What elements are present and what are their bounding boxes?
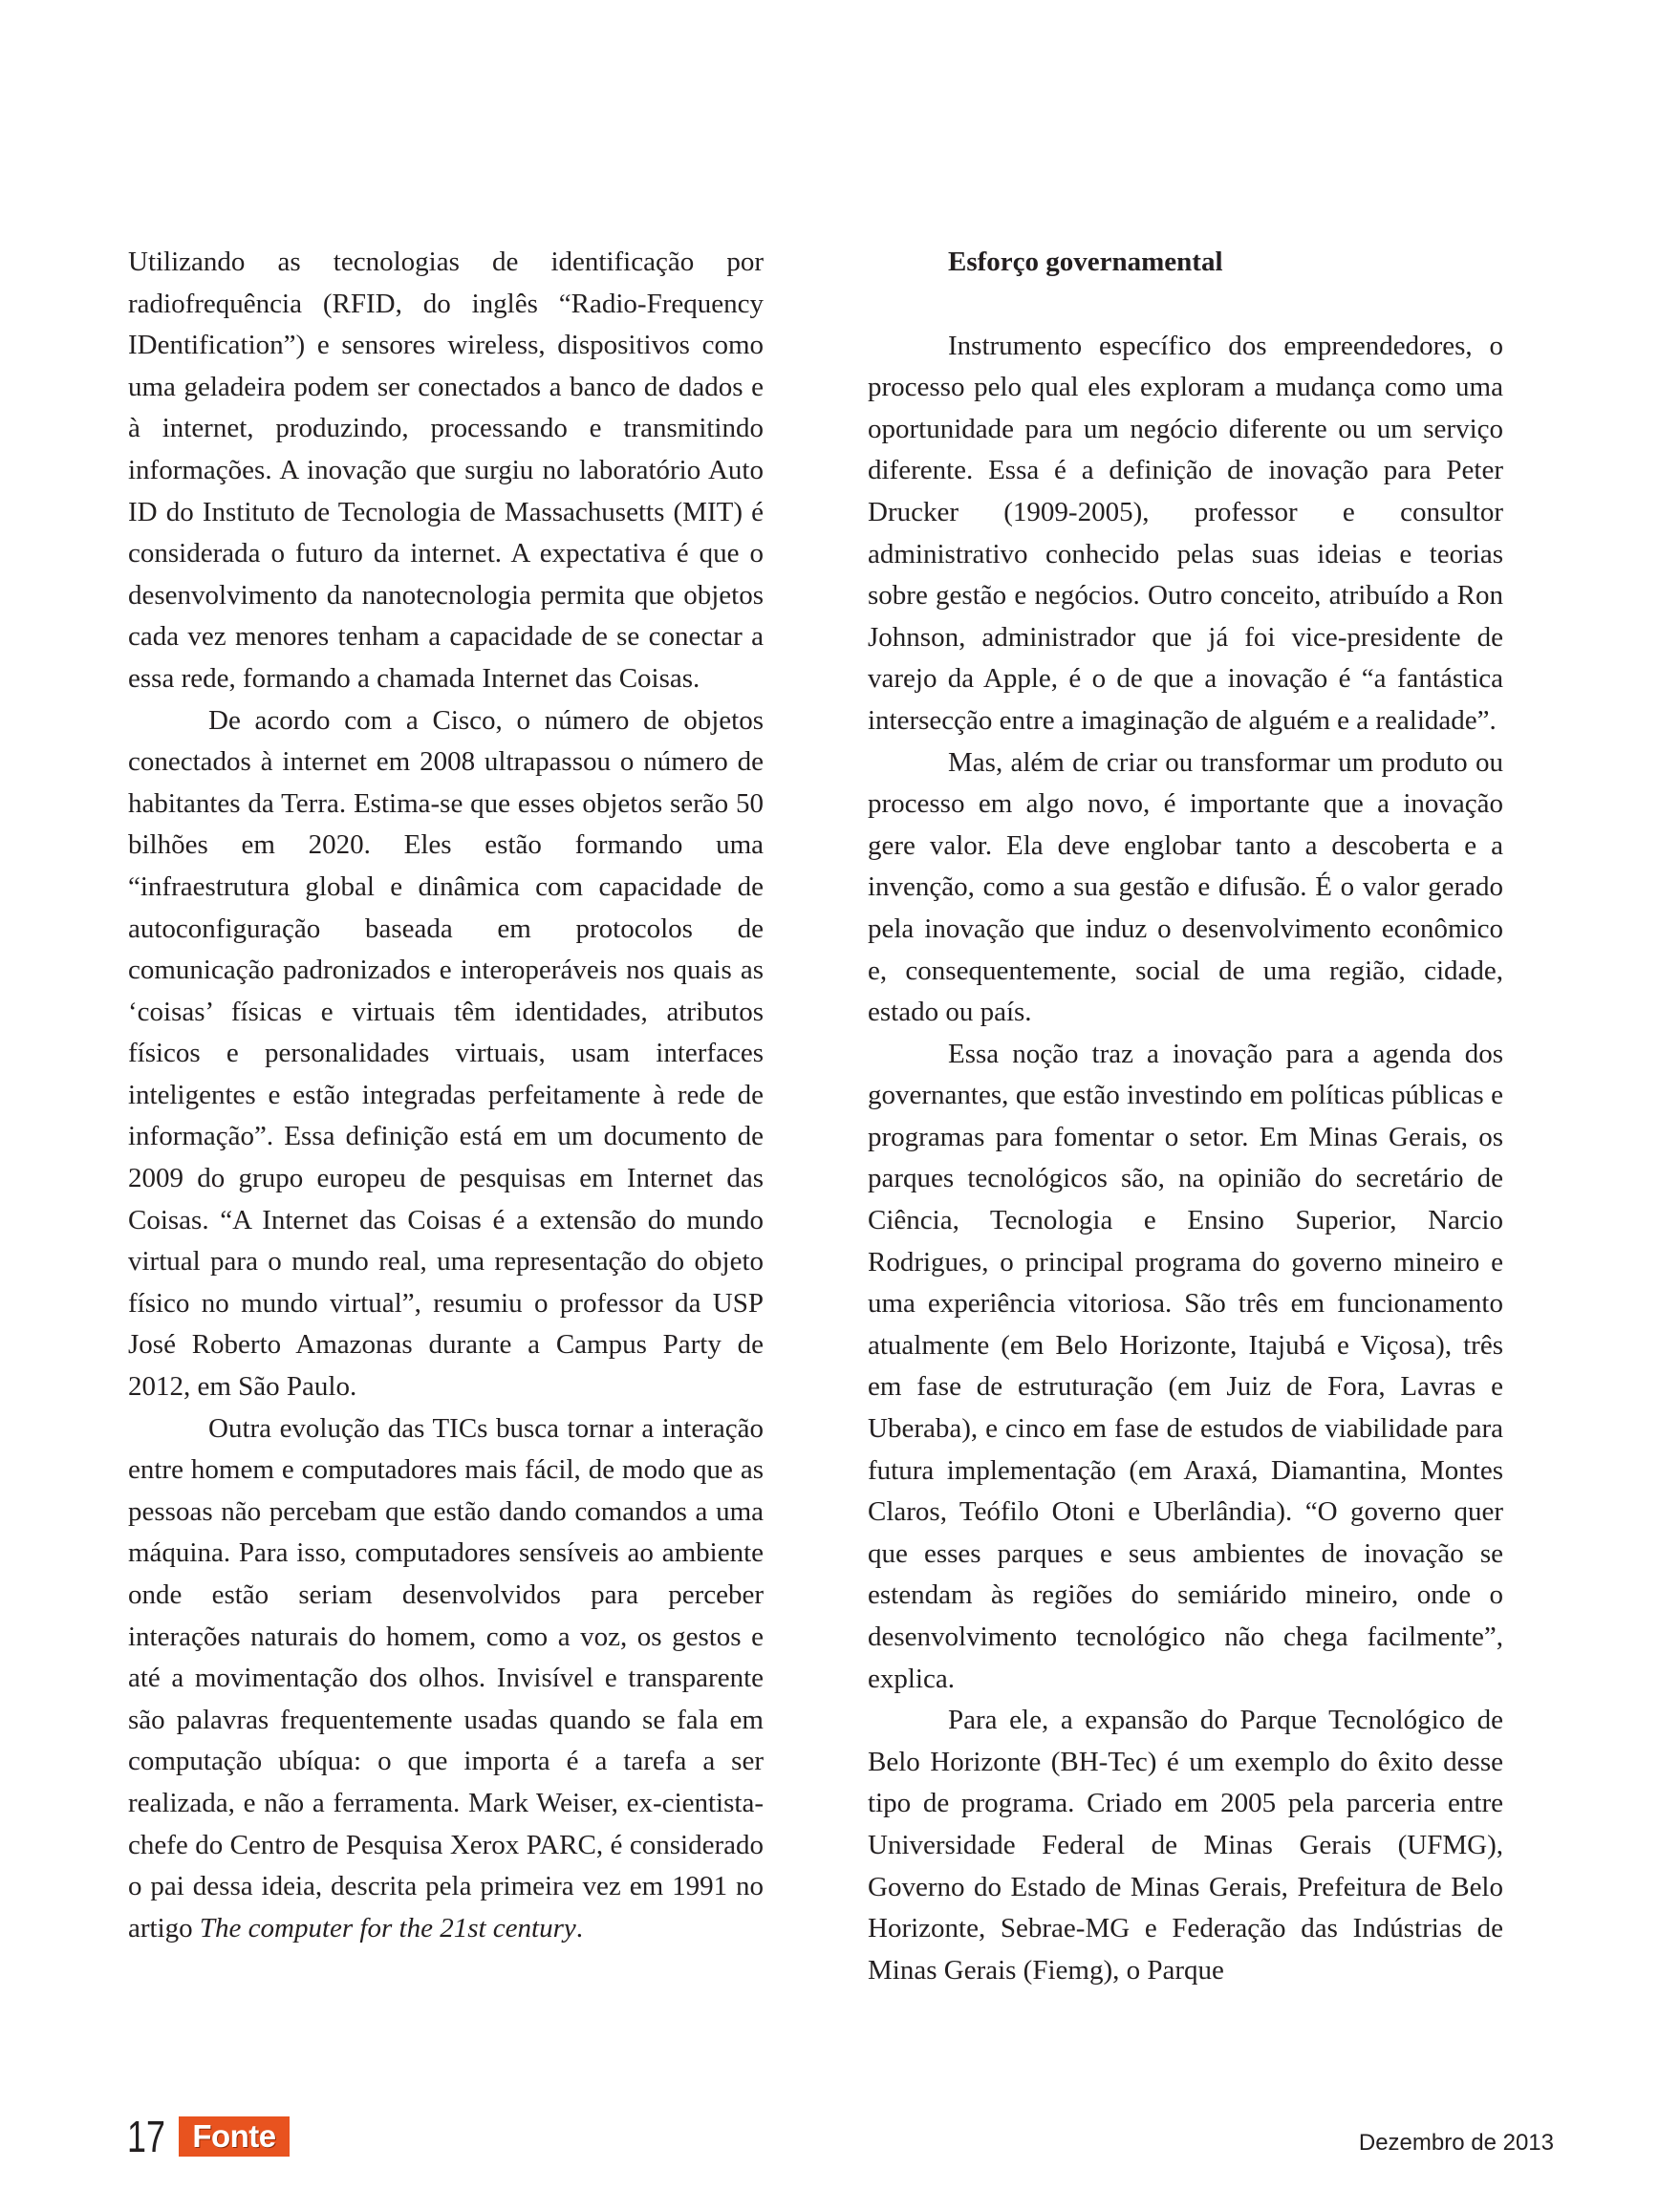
issue-date: Dezembro de 2013 (1358, 2130, 1554, 2156)
fonte-logo (179, 2116, 290, 2157)
paragraph-drucker: Instrumento específico dos empreendedores, o processo pelo qual eles exploram a mudança como uma oportunidade para um negócio diferente ou um serviço diferente. Essa é a definição de inovação para Peter Drucker (1909-2005), professor e consultor administrativo conhecido pelas suas ideias e teorias sobre gestão e negócios. Outro conceito, atribuído a Ron Johnson, administrador que já foi vice-presidente de varejo da Apple, é o de que a inovação é “a fantástica intersecção entre a imaginação de alguém e a realidade”. (868, 330, 1503, 736)
paragraph-bhtec: Para ele, a expansão do Parque Tecnológico de Belo Horizonte (BH-Tec) é um exemplo do êxito desse tipo de programa. Criado em 2005 pela parceria entre Universidade Federal de Minas Gerais (UFMG), Governo do Estado de Minas Gerais, Prefeitura de Belo Horizonte, Sebrae-MG e Federação das Indústrias de Minas Gerais (Fiemg), o Parque (868, 1705, 1503, 1986)
page-number: 17 (127, 2112, 165, 2161)
section-heading: Esforço governamental (948, 247, 1223, 277)
article-title: The computer for the 21st century (199, 1912, 576, 1944)
left-column (128, 242, 764, 1949)
fonte-logo-text: Fonte (192, 2118, 276, 2154)
right-column (868, 242, 1503, 1991)
paragraph-rfid: Utilizando as tecnologias de identificação por radiofrequência (RFID, do inglês “Radio-Frequency IDentification”) e sensores wireless, dispositivos como uma geladeira podem ser conectados a banco de dados e à internet, produzindo, processando e transmitindo informações. A inovação que surgiu no laboratório Auto ID do Instituto de Tecnologia de Massachusetts (MIT) é considerada o futuro da internet. A expectativa é que o desenvolvimento da nanotecnologia permita que objetos cada vez menores tenham a capacidade de se conectar a essa rede, formando a chamada Internet das Coisas. (128, 247, 764, 694)
paragraph-tics-end: . (575, 1912, 584, 1944)
paragraph-tics-text: Outra evolução das TICs busca tornar a interação entre homem e computadores mais fácil, de modo que as pessoas não percebam que estão dando comandos a uma máquina. Para isso, computadores sensíveis ao ambiente onde estão seriam desenvolvidos para perceber interações naturais do homem, como a voz, os gestos e até a movimentação dos olhos. Invisível e transparente são palavras frequentemente usadas quando se fala em computação ubíqua: o que importa é a tarefa a ser realizada, e não a ferramenta. Mark Weiser, ex-cientista-chefe do Centro de Pesquisa Xerox PARC, é considerado o pai dessa ideia, descrita pela primeira vez em 1991 no artigo (128, 1412, 764, 1944)
paragraph-agenda: Essa noção traz a inovação para a agenda dos governantes, que estão investindo em políticas públicas e programas para fomentar o setor. Em Minas Gerais, os parques tecnológicos são, na opinião do secretário de Ciência, Tecnologia e Ensino Superior, Narcio Rodrigues, o principal programa do governo mineiro e uma experiência vitoriosa. São três em funcionamento atualmente (em Belo Horizonte, Itajubá e Viçosa), três em fase de estruturação (em Juiz de Fora, Lavras e Uberaba), e cinco em fase de estudos de viabilidade para futura implementação (em Araxá, Diamantina, Montes Claros, Teófilo Otoni e Uberlândia). “O governo quer que esses parques e seus ambientes de inovação se estendam às regiões do semiárido mineiro, onde o desenvolvimento tecnológico não chega facilmente”, explica. (868, 1038, 1503, 1694)
paragraph-valor: Mas, além de criar ou transformar um produto ou processo em algo novo, é importante que a inovação gere valor. Ela deve englobar tanto a descoberta e a invenção, como a sua gestão e difusão. É o valor gerado pela inovação que induz o desenvolvimento econômico e, consequentemente, social de uma região, cidade, estado ou país. (868, 746, 1503, 1028)
paragraph-tics (128, 1408, 764, 1950)
paragraph-cisco: De acordo com a Cisco, o número de objetos conectados à internet em 2008 ultrapassou o número de habitantes da Terra. Estima-se que esses objetos serão 50 bilhões em 2020. Eles estão formando uma “infraestrutura global e dinâmica com capacidade de autoconfiguração baseada em protocolos de comunicação padronizados e interoperáveis nos quais as ‘coisas’ físicas e virtuais têm identidades, atributos físicos e personalidades virtuais, usam interfaces inteligentes e estão integradas perfeitamente à rede de informação”. Essa definição está em um documento de 2009 do grupo europeu de pesquisas em Internet das Coisas. “A Internet das Coisas é a extensão do mundo virtual para o mundo real, uma representação do objeto físico no mundo virtual”, resumiu o professor da USP José Roberto Amazonas durante a Campus Party de 2012, em São Paulo. (128, 704, 764, 1403)
